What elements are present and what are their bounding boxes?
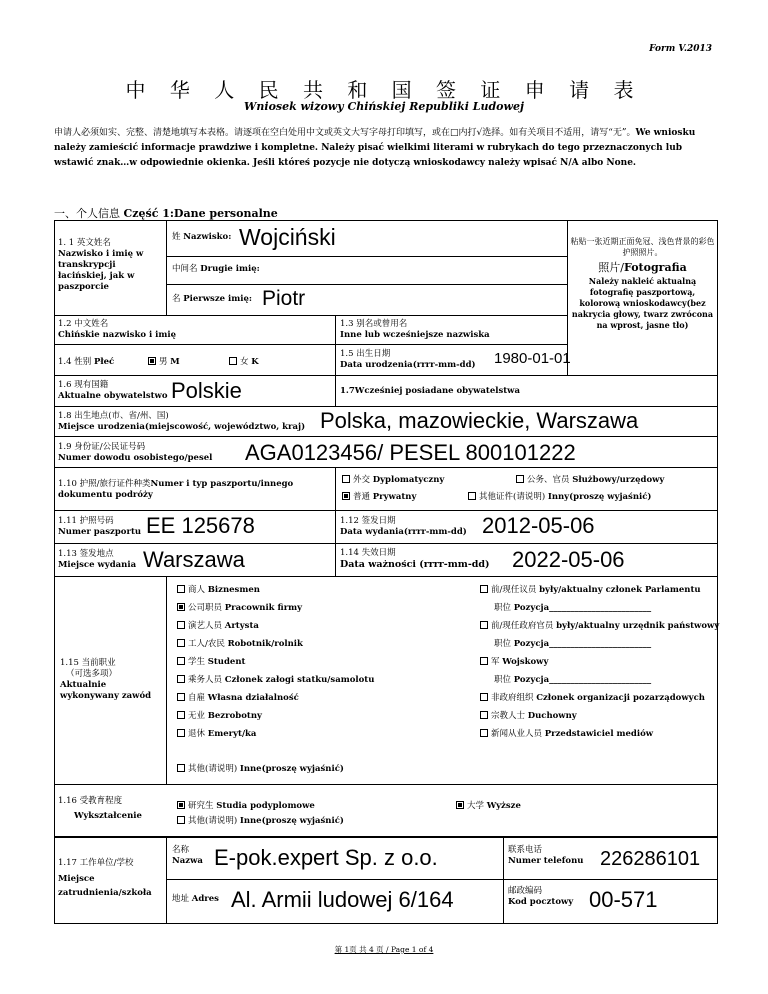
instructions	[54, 126, 722, 171]
field-1-13-label: 1.13 签发地点 Miejsce wydania	[58, 549, 137, 570]
birth-date-field[interactable]: 1980-01-01	[494, 350, 571, 367]
issue-place-field[interactable]: Warszawa	[143, 547, 245, 572]
occupation-worker[interactable]: 工人/农民 Robotnik/rolnik	[177, 637, 303, 649]
position-line[interactable]: 职位 Pozycja________________________	[494, 675, 652, 685]
instructions-cn: 申请人必须如实、完整、清楚地填写本表格。请逐项在空白处用中文或英文大写字母打印填写，或在□内打√选择。如有关项目不适用，请写“无”。	[54, 128, 636, 138]
postal-code-field[interactable]: 00-571	[589, 887, 658, 912]
field-1-5-label: 1.5 出生日期 Data urodzenia(rrrr-mm-dd)	[340, 349, 476, 370]
occupation-government[interactable]: 前/现任政府官员 były/aktualny urzędnik państwowy	[480, 619, 719, 631]
surname-label: 姓 Nazwisko:	[172, 232, 232, 242]
occupation-media[interactable]: 新闻从业人员 Przedstawiciel mediów	[480, 727, 653, 739]
given-name-field[interactable]: Piotr	[262, 287, 306, 310]
field-1-1-label: 1. 1 英文姓名 Nazwisko i imię w transkrypcji łacińskiej, jak w paszporcie	[58, 238, 144, 292]
passport-type-ordinary[interactable]: 普通 Prywatny	[342, 490, 416, 502]
position-line[interactable]: 职位 Pozycja________________________	[494, 639, 652, 649]
passport-number-field[interactable]: EE 125678	[146, 513, 255, 538]
field-1-17-label: 1.17 工作单位/学校 Miejsce zatrudnienia/szkoła	[58, 858, 152, 898]
field-1-4-label: 1.4 性别 Płeć	[58, 357, 115, 367]
issue-date-field[interactable]: 2012-05-06	[482, 513, 595, 538]
field-1-7-label: 1.7Wcześniej posiadane obywatelstwa	[340, 386, 520, 396]
page-footer: 第 1页 共 4 页 / Page 1 of 4	[334, 945, 434, 954]
occupation-unemployed[interactable]: 无业 Bezrobotny	[177, 709, 262, 721]
position-line[interactable]: 职位 Pozycja________________________	[494, 603, 652, 613]
occupation-company-employee[interactable]: 公司职员 Pracownik firmy	[177, 601, 302, 613]
occupation-retired[interactable]: 退休 Emeryt/ka	[177, 727, 256, 739]
education-other[interactable]: 其他(请说明) Inne(proszę wyjaśnić)	[177, 814, 344, 826]
middle-name-label: 中间名 Drugie imię:	[172, 264, 260, 274]
field-1-8-label: 1.8 出生地点(市、省/州、国) Miejsce urodzenia(miejscowość, województwo, kraj)	[58, 411, 306, 432]
employer-name-field[interactable]: E-pok.expert Sp. z o.o.	[214, 845, 438, 870]
id-number-field[interactable]: AGA0123456/ PESEL 800101222	[245, 440, 576, 465]
form-title-pl: Wniosek wizowy Chińskiej Republiki Ludowej	[244, 100, 524, 113]
field-1-12-label: 1.12 签发日期 Data wydania(rrrr-mm-dd)	[340, 516, 467, 537]
field-1-15-label: 1.15 当前职业 （可选多项） Aktualnie wykonywany zawód	[60, 658, 152, 701]
field-1-16-label: 1.16 受教育程度 Wykształcenie	[58, 796, 142, 821]
phone-label: 联系电话 Numer telefonu	[508, 845, 584, 866]
occupation-self-employed[interactable]: 自雇 Własna działalność	[177, 691, 299, 703]
education-postgraduate[interactable]: 研究生 Studia podyplomowe	[177, 799, 315, 811]
checkbox[interactable]	[229, 357, 237, 365]
occupation-ngo[interactable]: 非政府组织 Członek organizacji pozarządowych	[480, 691, 705, 703]
field-1-6-label: 1.6 现有国籍 Aktualne obywatelstwo	[58, 380, 168, 401]
instructions-pl: We wniosku należy zamieścić informacje prawdziwe i kompletne. Należy pisać wielkimi literami w rubrykach do tego przeznaczonych lub wstawić znak…w odpowiednie okienka. Jeśli któreś pozycje nie dotyczą wnioskodawcy należy wpisać N/A albo None.	[54, 128, 696, 168]
sex-female-option[interactable]: 女 K	[229, 355, 259, 367]
education-university[interactable]: 大学 Wyższe	[456, 799, 521, 811]
occupation-clergy[interactable]: 宗教人士 Duchowny	[480, 709, 577, 721]
passport-type-service[interactable]: 公务、官员 Służbowy/urzędowy	[516, 473, 664, 485]
passport-type-other[interactable]: 其他证件(请说明) Inny(proszę wyjaśnić)	[468, 490, 651, 502]
occupation-military[interactable]: 军 Wojskowy	[480, 655, 548, 667]
photo-box: 粘贴一张近期正面免冠、浅色背景的彩色护照照片。 照片/Fotografia Należy nakleić aktualną fotografię paszportową, kolorową wnioskodawcy(bez nakrycia głowy, twarz zwrócona na wprost, jasne tło)	[570, 237, 715, 330]
field-1-9-label: 1.9 身份证/公民证号码 Numer dowodu osobistego/pesel	[58, 442, 213, 463]
occupation-crew[interactable]: 乘务人员 Członek załogi statku/samolotu	[177, 673, 374, 685]
checkbox-checked[interactable]	[148, 357, 156, 365]
field-1-10-label: 1.10 护照/旅行证件种类Numer i typ paszportu/innego dokumentu podróży	[58, 479, 294, 500]
occupation-businessman[interactable]: 商人 Biznesmen	[177, 583, 260, 595]
photo-title: 照片/Fotografia	[598, 261, 687, 274]
field-1-2-label: 1.2 中文姓名 Chińskie nazwisko i imię	[58, 319, 177, 340]
postal-code-label: 邮政编码 Kod pocztowy	[508, 886, 574, 907]
expiry-date-field[interactable]: 2022-05-06	[512, 547, 625, 572]
occupation-parliament[interactable]: 前/现任议员 były/aktualny członek Parlamentu	[480, 583, 701, 595]
sex-male-option[interactable]: 男 M	[148, 355, 180, 367]
address-label: 地址 Adres	[172, 894, 219, 904]
birthplace-field[interactable]: Polska, mazowieckie, Warszawa	[320, 408, 639, 433]
surname-field[interactable]: Wojciński	[239, 224, 336, 250]
field-1-14-label: 1.14 失效日期 Data ważności (rrrr-mm-dd)	[340, 548, 490, 570]
form-title-cn: 中 华 人 民 共 和 国 签 证 申 请 表	[125, 78, 643, 102]
field-1-11-label: 1.11 护照号码 Numer paszportu	[58, 516, 142, 537]
employer-name-label: 名称 Nazwa	[172, 845, 203, 866]
address-field[interactable]: Al. Armii ludowej 6/164	[231, 887, 454, 912]
occupation-artist[interactable]: 演艺人员 Artysta	[177, 619, 259, 631]
field-1-3-label: 1.3 别名或曾用名 Inne lub wcześniejsze nazwiska	[340, 319, 490, 340]
occupation-student[interactable]: 学生 Student	[177, 655, 245, 667]
nationality-field[interactable]: Polskie	[171, 378, 242, 403]
passport-type-diplomatic[interactable]: 外交 Dyplomatyczny	[342, 473, 444, 485]
given-name-label: 名 Pierwsze imię:	[172, 294, 253, 304]
occupation-other[interactable]: 其他(请说明) Inne(proszę wyjaśnić)	[177, 762, 344, 774]
section-1-heading: 一、个人信息 Część 1:Dane personalne	[54, 207, 278, 220]
form-number: Form V.2013	[649, 44, 712, 54]
phone-field[interactable]: 226286101	[600, 848, 701, 870]
